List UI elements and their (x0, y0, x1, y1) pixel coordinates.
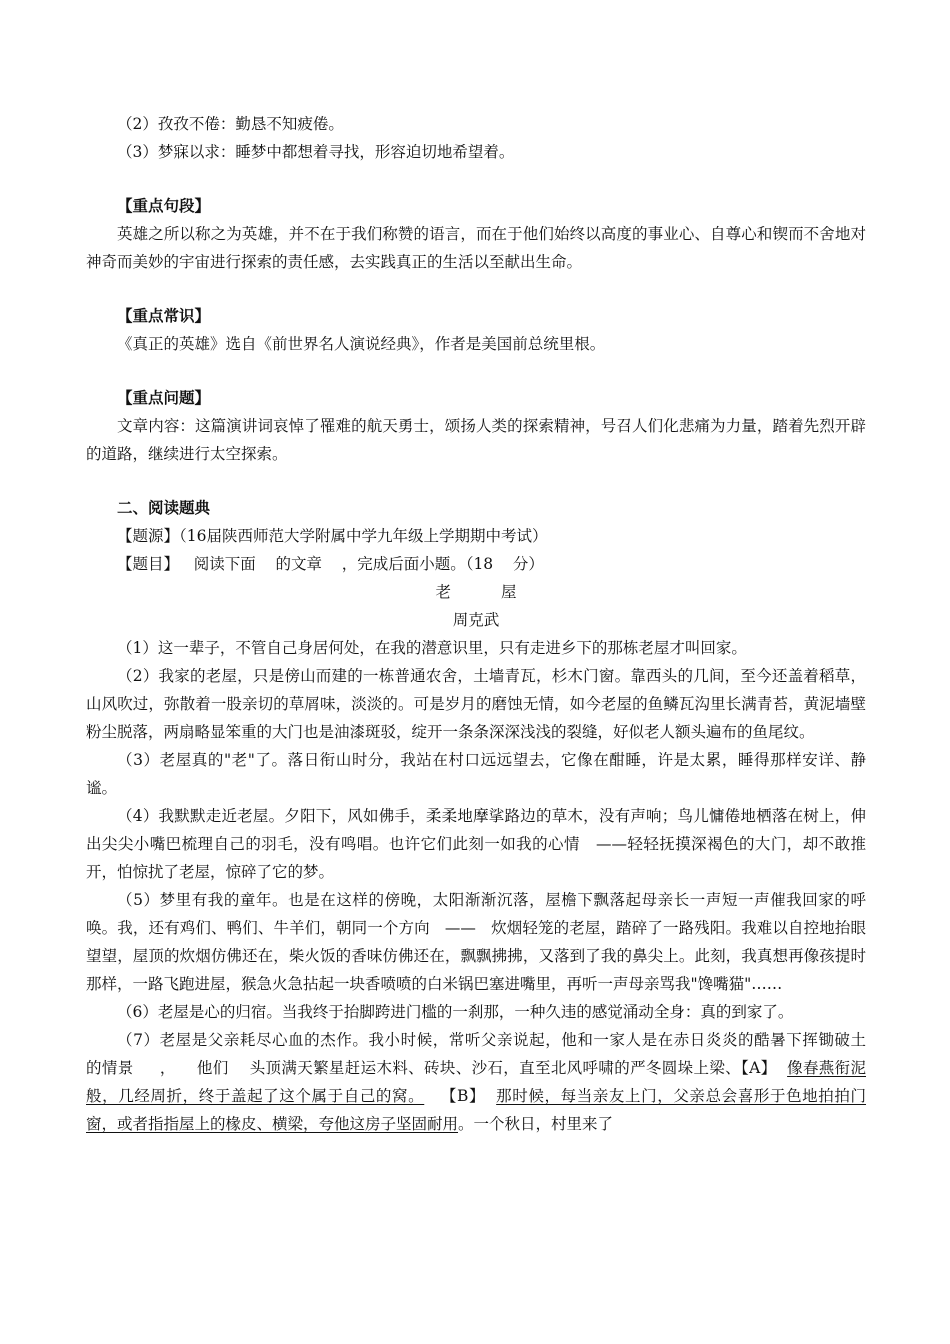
article-paragraph-3: （3）老屋真的"老"了。落日衔山时分，我站在村口远远望去，它像在酣睡，许是太累，睡得那样安详、静谧。 (86, 751, 866, 797)
article-author: 周克武 (452, 611, 500, 629)
article-title: 老屋 (435, 583, 567, 601)
marker-b: 【B】 (440, 1087, 486, 1105)
article-paragraph-5: （5）梦里有我的童年。也是在这样的傍晚，太阳渐渐沉落，屋檐下飘落起母亲长一声短一声催我回家的呼唤。我，还有鸡们、鸭们、牛羊们，朝同一个方向 —— 炊烟轻笼的老屋，踏碎了一路残阳。我难以自控地抬眼望望，屋顶的炊烟仿佛还在，柴火饭的香味仿佛还在，飘飘拂拂，又落到了我的鼻尖上。此刻，我真想再像孩提时那样，一路飞跑进屋，猴急火急拈起一块香喷喷的白米锅巴塞进嘴里，再听一声母亲骂我"馋嘴猫"…… (86, 891, 866, 993)
article-title-row (86, 578, 866, 606)
key-knowledge-text: 《真正的英雄》选自《前世界名人演说经典》，作者是美国前总统里根。 (117, 335, 606, 353)
vocab-item-2: （2）孜孜不倦：勤恳不知疲倦。 (117, 115, 344, 133)
marker-a: 【A】 (741, 1059, 777, 1077)
reading-heading: 二、阅读题典 (117, 498, 211, 517)
article-paragraph-4: （4）我默默走近老屋。夕阳下，风如佛手，柔柔地摩挲路边的草木，没有声响；鸟儿慵倦地栖落在树上，伸出尖尖小嘴巴梳理自己的羽毛，没有鸣唱。也许它们此刻一如我的心情 ——轻轻抚摸深褐色的大门，却不敢推开，怕惊扰了老屋，惊碎了它的梦。 (86, 807, 866, 881)
paragraph-7-end: 。一个秋日，村里来了 (458, 1115, 614, 1133)
vocab-item-3: （3）梦寐以求：睡梦中都想着寻找，形容迫切地希望着。 (117, 143, 515, 161)
key-sentence-heading: 【重点句段】 (117, 196, 211, 215)
article-paragraph-2: （2）我家的老屋，只是傍山而建的一栋普通农舍，土墙青瓦，杉木门窗。靠西头的几间，至今还盖着稻草，山风吹过，弥散着一股亲切的草屑味，淡淡的。可是岁月的磨蚀无情，如今老屋的鱼鳞瓦沟里长满青苔，黄泥墙壁粉尘脱落，两扇略显笨重的大门也是油漆斑驳，绽开一条条深深浅浅的裂缝，好似老人额头遍布的鱼尾纹。 (86, 667, 866, 741)
key-question-text: 文章内容：这篇演讲词哀悼了罹难的航天勇士，颂扬人类的探索精神，号召人们化悲痛为力量，踏着先烈开辟的道路，继续进行太空探索。 (86, 417, 866, 463)
underlined-sentence-a: 像春燕衔泥般，几经周折，终于盖起了这个属于自己的窝。 (86, 1059, 866, 1105)
question-source: 【题源】（16届陕西师范大学附属中学九年级上学期期中考试） (117, 527, 548, 545)
key-knowledge-heading: 【重点常识】 (117, 306, 211, 325)
paragraph-7-start: （7）老屋是父亲耗尽心血的杰作。我小时候，常听父亲说起，他和一家人是在赤日炎炎的酷暑下挥锄破土 的情景 ， 他们 头顶满天繁星赶运木料、砖块、沙石，直至北风呼啸的严冬圆垛上梁、 (86, 1031, 886, 1077)
document-page (86, 110, 886, 1138)
article-paragraph-7 (86, 1026, 886, 1138)
question-prompt: 【题目】 阅读下面 的文章 ，完成后面小题。（18 分） (117, 555, 544, 573)
article-paragraph-1: （1）这一辈子，不管自己身居何处，在我的潜意识里，只有走进乡下的那栋老屋才叫回家。 (117, 639, 747, 657)
key-sentence-text: 英雄之所以称之为英雄，并不在于我们称赞的语言，而在于他们始终以高度的事业心、自尊心和锲而不舍地对神奇而美妙的宇宙进行探索的责任感，去实践真正的生活以至献出生命。 (86, 225, 866, 271)
article-paragraph-6: （6）老屋是心的归宿。当我终于抬脚跨进门槛的一刹那，一种久违的感觉涌动全身：真的到家了。 (117, 1003, 794, 1021)
underlined-sentence-b: 那时候，每当亲友上门，父亲总会喜形于色地拍拍门窗，或者指指屋上的椽皮、横梁，夸他这房子坚固耐用 (86, 1087, 867, 1133)
key-question-heading: 【重点问题】 (117, 388, 211, 407)
